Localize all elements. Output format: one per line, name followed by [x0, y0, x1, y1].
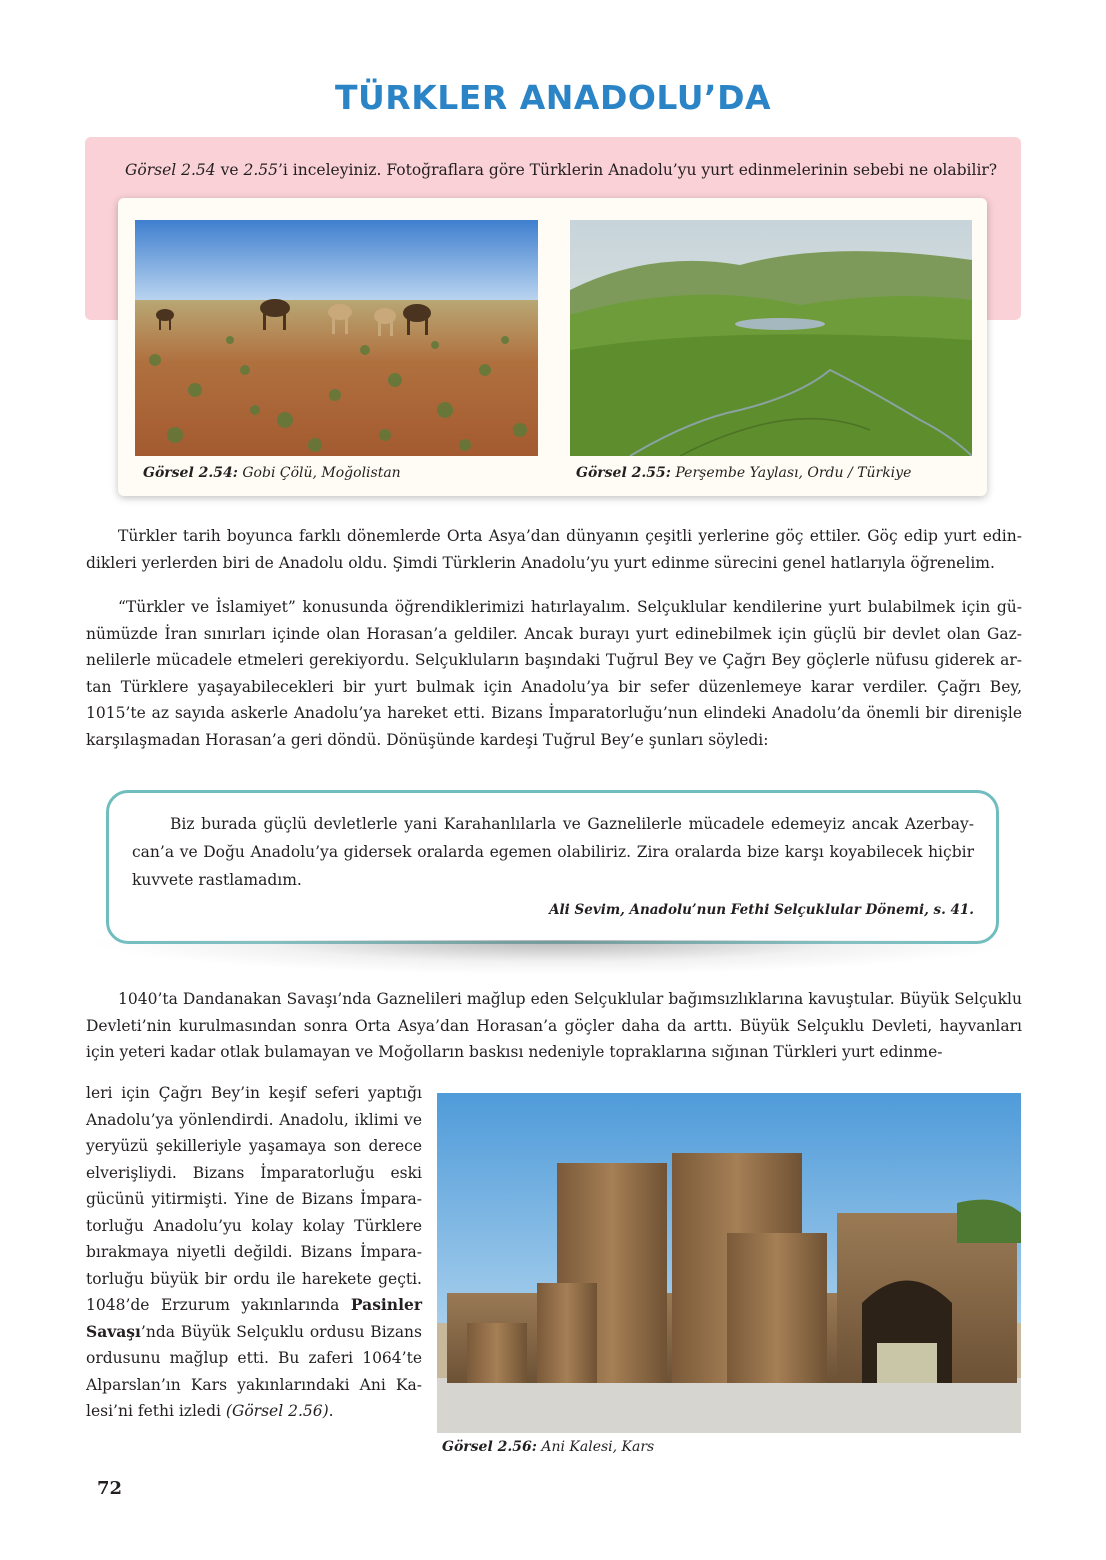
- wrap-figure-ref: (Görsel 2.56): [225, 1402, 329, 1420]
- wrapped-paragraph: [86, 1080, 422, 1425]
- wrap-bold-term: Pasinler Savaşı: [86, 1295, 422, 1341]
- question-mid: ve: [215, 161, 244, 179]
- question-rest: ’i inceleyiniz. Fotoğraflara göre Türklerin Anadolu’yu yurt edinmelerinin sebebi ne olabilir?: [277, 161, 998, 179]
- paragraph-3: 1040’ta Dandanakan Savaşı’nda Gaznelileri mağlup eden Selçuklular bağımsızlıklarına kavuştular. Büyük Selçuklu Devleti’nin kurulmasından sonra Orta Asya’dan Horasan’a göçler daha da arttı. Büyük Selçuklu Devleti, hayvanları için yeteri kadar otlak bulamayan ve Moğolların baskısı nedeniyle topraklarına sığınan Türkleri yurt edinme-: [86, 990, 1022, 1061]
- quote-source: Ali Sevim, Anadolu’nun Fethi Selçuklular Dönemi, s. 41.: [549, 902, 974, 918]
- quote-text: Biz burada güçlü devletlerle yani Karahanlılarla ve Gaznelilerle mücadele edemeyiz ancak Azerbaycan’a ve Doğu Anadolu’ya gidersek oralarda egemen olabiliriz. Zira oralarda bize karşı koyabilecek hiçbir kuvvete rastlamadım.: [132, 815, 974, 889]
- figure-label: Görsel 2.54:: [143, 465, 238, 481]
- quote-shadow: [96, 940, 1011, 974]
- question-ref-2: 2.55: [243, 161, 278, 179]
- figure-caption-text: Perşembe Yaylası, Ordu / Türkiye: [670, 465, 912, 481]
- figure-caption-2-56: [442, 1439, 654, 1455]
- ani-castle-photo: [437, 1093, 1021, 1433]
- figure-caption-text: Ani Kalesi, Kars: [536, 1439, 655, 1455]
- page-title: TÜRKLER ANADOLU’DA: [334, 78, 772, 117]
- figure-caption-text: Gobi Çölü, Moğolistan: [237, 465, 401, 481]
- gobi-desert-photo: [135, 220, 538, 456]
- question-text: [125, 158, 1015, 182]
- paragraph-2: “Türkler ve İslamiyet” konusunda öğrendiklerimizi hatırlayalım. Selçuklular kendilerine yurt bulabilmek için günümüzde İran sınırları içinde olan Horasan’a geldiler. Ancak burayı yurt edinebilmek için güçlü bir devlet olan Gaznelilerle mücadele etmeleri gerekiyordu. Selçukluların başındaki Tuğrul Bey ve Çağrı Bey göçlerle nüfusu giderek artan Türklere yaşayabilecekleri bir yurt bulmak için Anadolu’ya bir sefer düzenlemeye karar verdiler. Çağrı Bey, 1015’te az sayıda askerle Anadolu’ya hareket etti. Bizans İmparatorluğu’nun elindeki Anadolu’da önemli bir direnişle karşılaşmadan Horasan’a geri döndü. Dönüşünde kardeşi Tuğrul Bey’e şunları söyledi:: [86, 598, 1022, 749]
- figure-label: Görsel 2.56:: [442, 1439, 537, 1455]
- question-ref-1: Görsel 2.54: [125, 161, 216, 179]
- wrap-end: .: [328, 1402, 334, 1420]
- figure-label: Görsel 2.55:: [576, 465, 671, 481]
- plateau-photo: [570, 220, 972, 456]
- figure-caption-2-55: [576, 465, 911, 481]
- figure-caption-2-54: [143, 465, 401, 481]
- paragraph-1: Türkler tarih boyunca farklı dönemlerde Orta Asya’dan dünyanın çeşitli yerlerine göç ettiler. Göç edip yurt edindikleri yerlerden biri de Anadolu oldu. Şimdi Türklerin Anadolu’yu yurt edinme sürecini genel hatlarıyla öğrenelim.: [86, 527, 1022, 572]
- page-number: 72: [97, 1478, 123, 1499]
- wrap-text-2: ’nda Büyük Selçuklu ordusu Bizans ordusunu mağlup etti. Bu zaferi 1064’te Alparslan’ın Kars yakınlarındaki Ani Kalesi’ni fethi izledi: [86, 1322, 422, 1420]
- wrap-text-1: leri için Çağrı Bey’in keşif seferi yaptığı Anadolu’ya yönlendirdi. Anadolu, iklimi ve yeryüzü şekilleriyle yaşamaya son derece elverişliydi. Bizans İmparatorluğu eski gücünü yitirmişti. Yine de Bizans İmparatorluğu Anadolu’yu kolay kolay Türklere bırakmaya niyetli değildi. Bizans İmparatorluğu büyük bir ordu ile harekete geçti. 1048’de Erzurum yakınlarında: [86, 1084, 422, 1314]
